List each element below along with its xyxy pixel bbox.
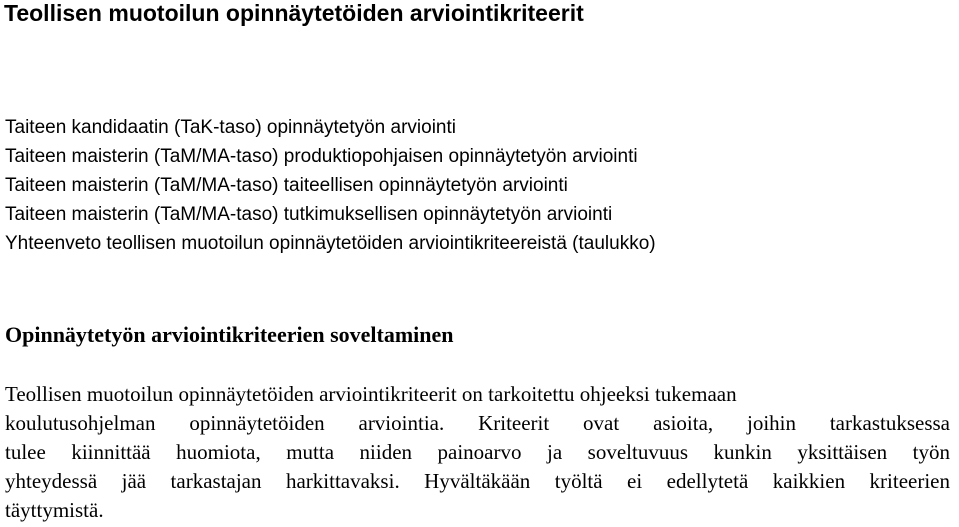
paragraph-line: tulee kiinnittää huomiota, mutta niiden painoarvo ja soveltuvuus kunkin yksittäisen työn: [5, 440, 950, 464]
link-tam-research-thesis-assessment[interactable]: Taiteen maisterin (TaM/MA-taso) tutkimuksellisen opinnäytetyön arviointi: [5, 204, 613, 225]
section-heading: Opinnäytetyön arviointikriteerien soveltaminen: [5, 322, 454, 347]
link-tam-artistic-thesis-assessment[interactable]: Taiteen maisterin (TaM/MA-taso) taiteellisen opinnäytetyön arviointi: [5, 175, 568, 196]
paragraph-line: täyttymistä.: [5, 498, 104, 522]
list-item: [5, 200, 656, 229]
page-title: Teollisen muotoilun opinnäytetöiden arviointikriteerit: [4, 0, 584, 26]
paragraph-line: koulutusohjelman opinnäytetöiden arviointia. Kriteerit ovat asioita, joihin tarkastuksessa: [5, 411, 950, 435]
link-tam-production-thesis-assessment[interactable]: Taiteen maisterin (TaM/MA-taso) produktiopohjaisen opinnäytetyön arviointi: [5, 146, 638, 167]
link-tak-thesis-assessment[interactable]: Taiteen kandidaatin (TaK-taso) opinnäytetyön arviointi: [5, 117, 456, 138]
list-item: [5, 171, 656, 200]
criteria-paragraph: [5, 380, 950, 525]
paragraph-line: yhteydessä jää tarkastajan harkittavaksi. Hyvältäkään työltä ei edellytetä kaikkien kriteerien: [5, 469, 950, 493]
link-criteria-summary-table[interactable]: Yhteenveto teollisen muotoilun opinnäytetöiden arviointikriteereistä (taulukko): [5, 233, 656, 254]
list-item: [5, 113, 656, 142]
paragraph-line: Teollisen muotoilun opinnäytetöiden arviointikriteerit on tarkoitettu ohjeeksi tukemaan: [5, 382, 737, 406]
list-item: [5, 142, 656, 171]
list-item: [5, 229, 656, 258]
assessment-link-list: [5, 113, 656, 258]
